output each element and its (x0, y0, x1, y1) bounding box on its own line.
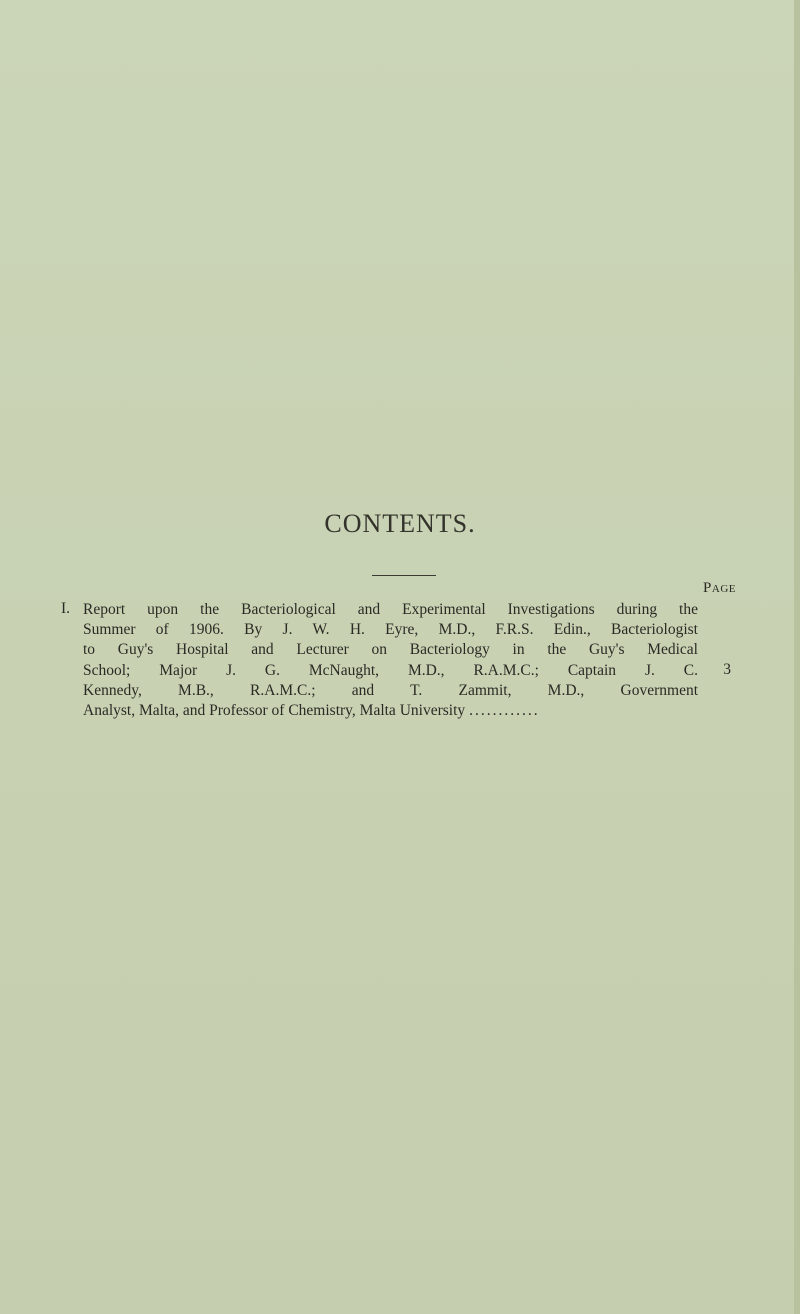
page-column-label: Page (703, 580, 736, 596)
entry-page-number: 3 (723, 660, 731, 678)
entry-last-line (83, 701, 698, 721)
entry-line: to Guy's Hospital and Lecturer on Bacteriology in the Guy's Medical (83, 641, 698, 659)
heading-rule (372, 575, 436, 576)
entry-line: Report upon the Bacteriological and Experimental Investigations during the (83, 601, 698, 618)
entry-line: Kennedy, M.B., R.A.M.C.; and T. Zammit, M.D., Government (83, 681, 698, 699)
dot-leader: ............ (469, 702, 540, 720)
page-edge-shadow (794, 0, 800, 1314)
contents-heading: CONTENTS. (324, 509, 476, 538)
entry-number: I. (61, 600, 71, 617)
entry-text (83, 600, 698, 721)
entry-line: School; Major J. G. McNaught, M.D., R.A.M.C.; Captain J. C. (83, 661, 698, 679)
entry-line: Analyst, Malta, and Professor of Chemistry, Malta University (83, 702, 466, 720)
entry-line: Summer of 1906. By J. W. H. Eyre, M.D., F.R.S. Edin., Bacteriologist (83, 621, 698, 639)
